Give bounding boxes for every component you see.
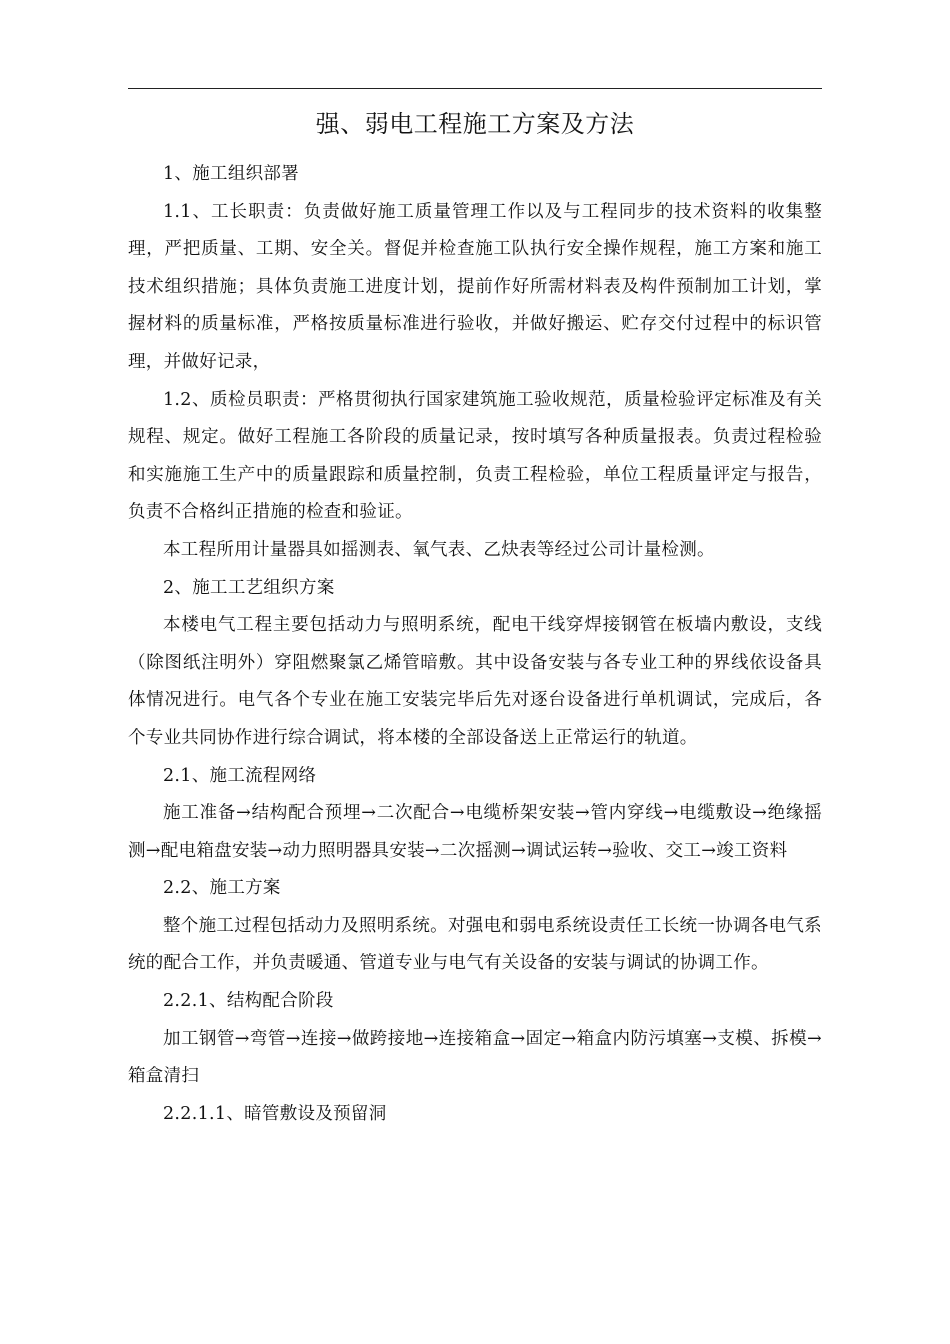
paragraph-construction-plan: 整个施工过程包括动力及照明系统。对强电和弱电系统设责任工长统一协调各电气系统的配合工作，并负责暖通、管道专业与电气有关设备的安装与调试的协调工作。	[128, 915, 822, 974]
heading-1-construction-organization: 1、施工组织部署	[163, 164, 300, 184]
heading-2-2-1-structure-stage: 2.2.1、结构配合阶段	[163, 991, 334, 1012]
document-body	[128, 156, 822, 1133]
heading-2-1-process-flow: 2.1、施工流程网络	[163, 765, 317, 786]
paragraph-inspector-duties: 1.2、质检员职责：严格贯彻执行国家建筑施工验收规范，质量检验评定标准及有关规程、规定。做好工程施工各阶段的质量记录，按时填写各种质量报表。负责过程检验和实施施工生产中的质量跟踪和质量控制，负责工程检验，单位工程质量评定与报告，负责不合格纠正措施的检查和验证。	[128, 389, 822, 523]
heading-2-process-plan: 2、施工工艺组织方案	[163, 577, 335, 598]
paragraph-structure-steps: 加工钢管→弯管→连接→做跨接地→连接箱盒→固定→箱盒内防污填塞→支模、拆模→箱盒清扫	[128, 1028, 822, 1087]
paragraph-measuring-instruments: 本工程所用计量器具如摇测表、氧气表、乙炔表等经过公司计量检测。	[163, 539, 715, 560]
heading-2-2-construction-plan: 2.2、施工方案	[163, 878, 281, 899]
heading-2-2-1-1-concealed-conduit: 2.2.1.1、暗管敷设及预留洞	[163, 1103, 387, 1124]
header-rule	[128, 88, 822, 89]
paragraph-foreman-duties: 1.1、工长职责：负责做好施工质量管理工作以及与工程同步的技术资料的收集整理，严把质量、工期、安全关。督促并检查施工队执行安全操作规程，施工方案和施工技术组织措施；具体负责施工进度计划，提前作好所需材料表及构件预制加工计划，掌握材料的质量标准，严格按质量标准进行验收，并做好搬运、贮存交付过程中的标识管理，并做好记录，	[128, 201, 822, 372]
paragraph-process-flow: 施工准备→结构配合预埋→二次配合→电缆桥架安装→管内穿线→电缆敷设→绝缘摇测→配电箱盘安装→动力照明器具安装→二次摇测→调试运转→验收、交工→竣工资料	[128, 803, 822, 861]
paragraph-electrical-overview: 本楼电气工程主要包括动力与照明系统，配电干线穿焊接钢管在板墙内敷设，支线（除图纸注明外）穿阻燃聚氯乙烯管暗敷。其中设备安装与各专业工种的界线依设备具体情况进行。电气各个专业在施工安装完毕后先对逐台设备进行单机调试，完成后，各个专业共同协作进行综合调试，将本楼的全部设备送上正常运行的轨道。	[128, 615, 822, 748]
document-title: 强、弱电工程施工方案及方法	[315, 110, 635, 138]
